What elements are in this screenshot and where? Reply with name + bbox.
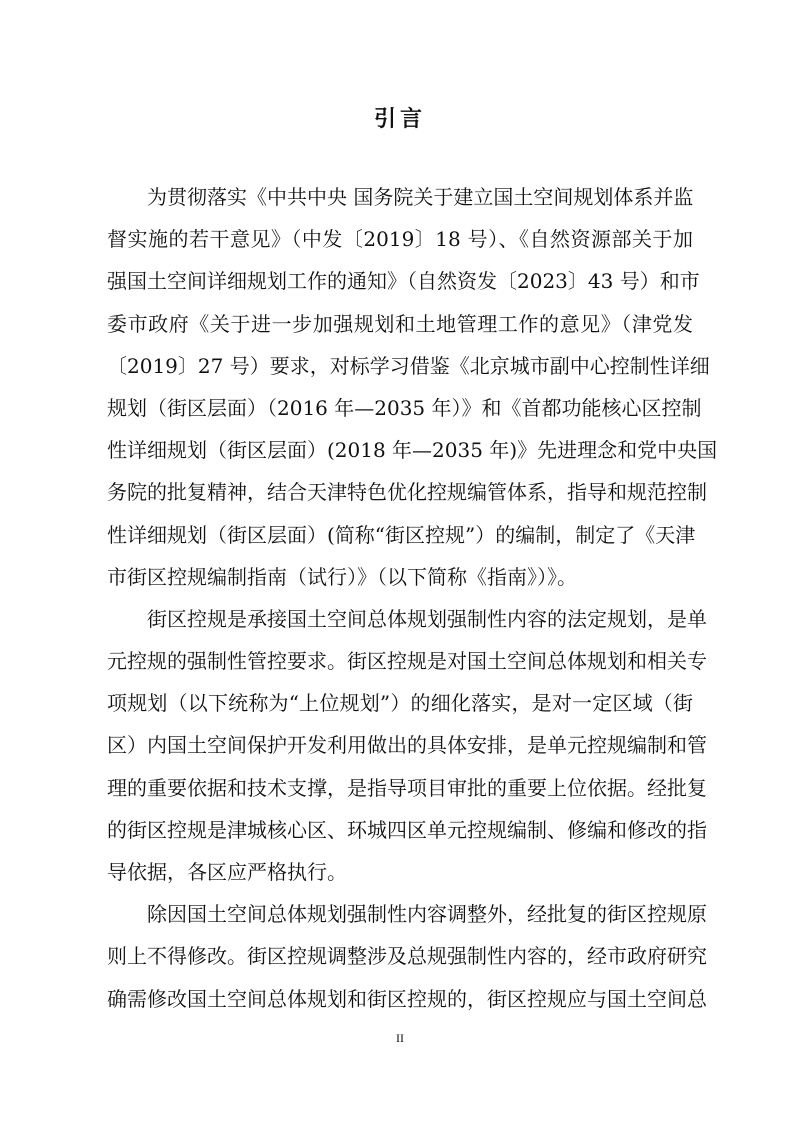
text-line: 性详细规划（街区层面）(2018 年—2035 年)》先进理念和党中央国 <box>107 438 718 463</box>
text-line: 〔2019〕27 号）要求，对标学习借鉴《北京城市副中心控制性详细 <box>107 353 710 378</box>
text-line: 导依据，各区应严格执行。 <box>107 860 347 884</box>
text-line: 区）内国土空间保护开发利用做出的具体安排，是单元控规编制和管 <box>107 733 707 758</box>
text-line: 元控规的强制性管控要求。街区控规是对国土空间总体规划和相关专 <box>107 649 707 674</box>
text-line: 务院的批复精神，结合天津特色优化控规编管体系，指导和规范控制 <box>107 480 707 505</box>
text-line: 则上不得修改。街区控规调整涉及总规强制性内容的，经市政府研究 <box>107 944 707 969</box>
text-line: 街区控规是承接国土空间总体规划强制性内容的法定规划，是单 <box>147 606 707 631</box>
text-line: 督实施的若干意见》（中发〔2019〕18 号）、《自然资源部关于加 <box>107 227 693 252</box>
text-line: 项规划（以下统称为“上位规划”）的细化落实，是对一定区域（街 <box>107 691 693 716</box>
text-line: 规划（街区层面）（2016 年—2035 年）》和《首都功能核心区控制 <box>107 395 702 420</box>
text-line: 的街区控规是津城核心区、环城四区单元控规编制、修编和修改的指 <box>107 817 707 842</box>
text-line: 性详细规划（街区层面）(简称“街区控规”）的编制，制定了《天津 <box>107 522 696 547</box>
text-line: 市街区控规编制指南（试行）》（以下简称《指南》）》。 <box>107 564 577 589</box>
paragraph <box>107 598 707 893</box>
text-line: 强国土空间详细规划工作的通知》（自然资发〔2023〕43 号）和市 <box>107 269 700 294</box>
paragraph <box>107 176 718 598</box>
paragraph <box>107 893 707 1020</box>
text-line: 确需修改国土空间总体规划和街区控规的，街区控规应与国土空间总 <box>107 986 707 1011</box>
page-title: 引言 <box>373 107 426 132</box>
document-body <box>107 176 718 1020</box>
text-line: 除因国土空间总体规划强制性内容调整外，经批复的街区控规原 <box>147 902 707 927</box>
text-line: 委市政府《关于进一步加强规划和土地管理工作的意见》（津党发 <box>107 311 693 336</box>
page-number: II <box>396 1031 404 1045</box>
text-line: 为贯彻落实《中共中央 国务院关于建立国土空间规划体系并监 <box>147 185 694 209</box>
text-line: 理的重要依据和技术支撑，是指导项目审批的重要上位依据。经批复 <box>107 775 707 800</box>
